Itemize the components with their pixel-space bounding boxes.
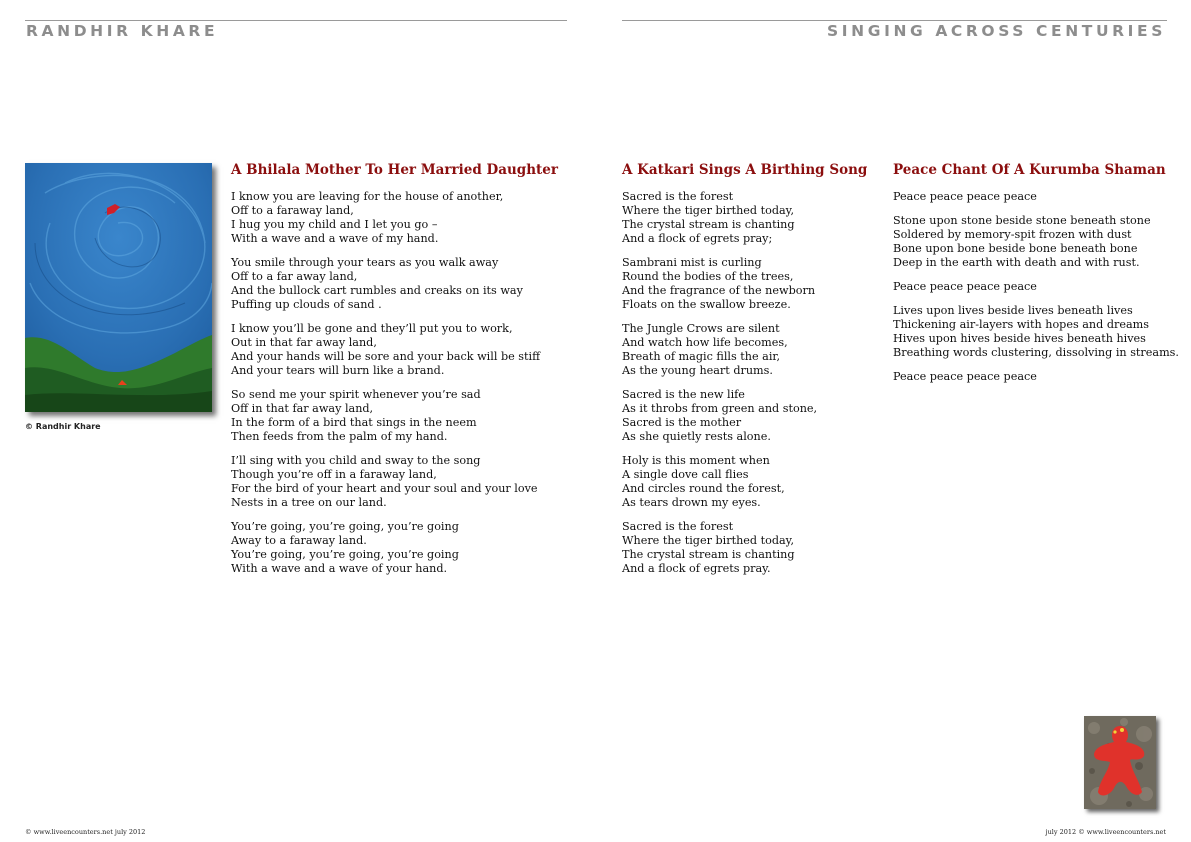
poem-line: Sacred is the new life	[622, 388, 745, 401]
poem-katkari-birthing-song	[622, 160, 867, 586]
poem-line: Sacred is the forest	[622, 190, 734, 203]
poem-line: Hives upon hives beside hives beneath hives	[893, 332, 1146, 345]
poem-line: Puffing up clouds of sand .	[231, 298, 382, 311]
stanza	[893, 190, 1179, 204]
poem-line: As she quietly rests alone.	[622, 430, 771, 443]
poem-line: Lives upon lives beside lives beneath lives	[893, 304, 1133, 317]
poem-line: Sacred is the mother	[622, 416, 742, 429]
stanza	[622, 520, 867, 576]
poem-kurumba-peace-chant	[893, 160, 1179, 394]
poem-line: As it throbs from green and stone,	[622, 402, 818, 415]
poem-line: Though you’re off in a faraway land,	[231, 468, 437, 481]
image-copyright-caption: © Randhir Khare	[25, 422, 101, 431]
poem-line: Sambrani mist is curling	[622, 256, 762, 269]
poem-line: And circles round the forest,	[622, 482, 785, 495]
stanza	[231, 256, 558, 312]
poem-line: The Jungle Crows are silent	[622, 322, 780, 335]
poem-line: For the bird of your heart and your soul and your love	[231, 482, 538, 495]
poem-line: The crystal stream is chanting	[622, 548, 795, 561]
stanza	[893, 370, 1179, 384]
poem-line: Then feeds from the palm of my hand.	[231, 430, 448, 443]
poem-line: So send me your spirit whenever you’re sad	[231, 388, 481, 401]
poem-line: In the form of a bird that sings in the neem	[231, 416, 477, 429]
poem-title: A Katkari Sings A Birthing Song	[622, 162, 868, 178]
poem-line: Breathing words clustering, dissolving in streams.	[893, 346, 1179, 359]
poem-line: You’re going, you’re going, you’re going	[231, 520, 459, 533]
poem-line: As the young heart drums.	[622, 364, 773, 377]
poem-line: I know you’ll be gone and they’ll put you to work,	[231, 322, 513, 335]
poem-line: And the fragrance of the newborn	[622, 284, 816, 297]
red-figure-artwork	[1084, 716, 1156, 809]
stanza	[622, 190, 867, 246]
poem-line: You’re going, you’re going, you’re going	[231, 548, 459, 561]
poem-bhilala-mother	[231, 160, 558, 586]
poem-line: Stone upon stone beside stone beneath stone	[893, 214, 1151, 227]
poem-line: And the bullock cart rumbles and creaks on its way	[231, 284, 523, 297]
poem-line: Floats on the swallow breeze.	[622, 298, 791, 311]
poem-line: Nests in a tree on our land.	[231, 496, 387, 509]
poem-line: Peace peace peace peace	[893, 190, 1037, 203]
poem-line: Thickening air-layers with hopes and dreams	[893, 318, 1150, 331]
stanza	[893, 214, 1179, 270]
magazine-section-header: SINGING ACROSS CENTURIES	[827, 22, 1166, 40]
poem-line: Peace peace peace peace	[893, 370, 1037, 383]
stanza	[622, 388, 867, 444]
footer-left-credit: © www.liveencounters.net july 2012	[25, 828, 146, 836]
poem-line: With a wave and a wave of your hand.	[231, 562, 448, 575]
poem-line: As tears drown my eyes.	[622, 496, 761, 509]
poem-line: I’ll sing with you child and sway to the song	[231, 454, 481, 467]
footer-right-credit: july 2012 © www.liveencounters.net	[1045, 828, 1166, 836]
poem-line: Bone upon bone beside bone beneath bone	[893, 242, 1138, 255]
stanza	[231, 190, 558, 246]
poem-line: Breath of magic fills the air,	[622, 350, 781, 363]
stanza	[231, 454, 558, 510]
poem-line: And a flock of egrets pray;	[622, 232, 773, 245]
poem-line: I hug you my child and I let you go –	[231, 218, 438, 231]
poem-line: The crystal stream is chanting	[622, 218, 795, 231]
poem-line: And a flock of egrets pray.	[622, 562, 771, 575]
poem-line: With a wave and a wave of my hand.	[231, 232, 439, 245]
stanza	[622, 256, 867, 312]
poem-line: Deep in the earth with death and with rust.	[893, 256, 1140, 269]
header-rule-right	[622, 20, 1167, 21]
stanza	[231, 322, 558, 378]
poem-line: Soldered by memory-spit frozen with dust	[893, 228, 1132, 241]
stanza	[622, 322, 867, 378]
poem-line: Sacred is the forest	[622, 520, 734, 533]
poem-line: And your hands will be sore and your back will be stiff	[231, 350, 541, 363]
poem-line: Where the tiger birthed today,	[622, 534, 795, 547]
poem-line: You smile through your tears as you walk away	[231, 256, 499, 269]
poem-line: I know you are leaving for the house of another,	[231, 190, 504, 203]
stanza	[893, 280, 1179, 294]
poem-line: A single dove call flies	[622, 468, 749, 481]
poem-line: Where the tiger birthed today,	[622, 204, 795, 217]
stanza	[622, 454, 867, 510]
poem-line: And watch how life becomes,	[622, 336, 788, 349]
stanza	[893, 304, 1179, 360]
poem-line: Round the bodies of the trees,	[622, 270, 794, 283]
stanza	[231, 388, 558, 444]
poem-line: Holy is this moment when	[622, 454, 770, 467]
poem-line: Away to a faraway land.	[231, 534, 367, 547]
poem-title: Peace Chant Of A Kurumba Shaman	[893, 162, 1166, 178]
author-header: RANDHIR KHARE	[26, 22, 219, 40]
poem-line: Off to a faraway land,	[231, 204, 354, 217]
sky-valley-painting	[25, 163, 212, 412]
poem-line: Off in that far away land,	[231, 402, 374, 415]
poem-title: A Bhilala Mother To Her Married Daughter	[231, 162, 558, 178]
poem-line: Peace peace peace peace	[893, 280, 1037, 293]
poem-line: And your tears will burn like a brand.	[231, 364, 445, 377]
poem-line: Off to a far away land,	[231, 270, 358, 283]
poem-line: Out in that far away land,	[231, 336, 377, 349]
header-rule-left	[25, 20, 567, 21]
stanza	[231, 520, 558, 576]
